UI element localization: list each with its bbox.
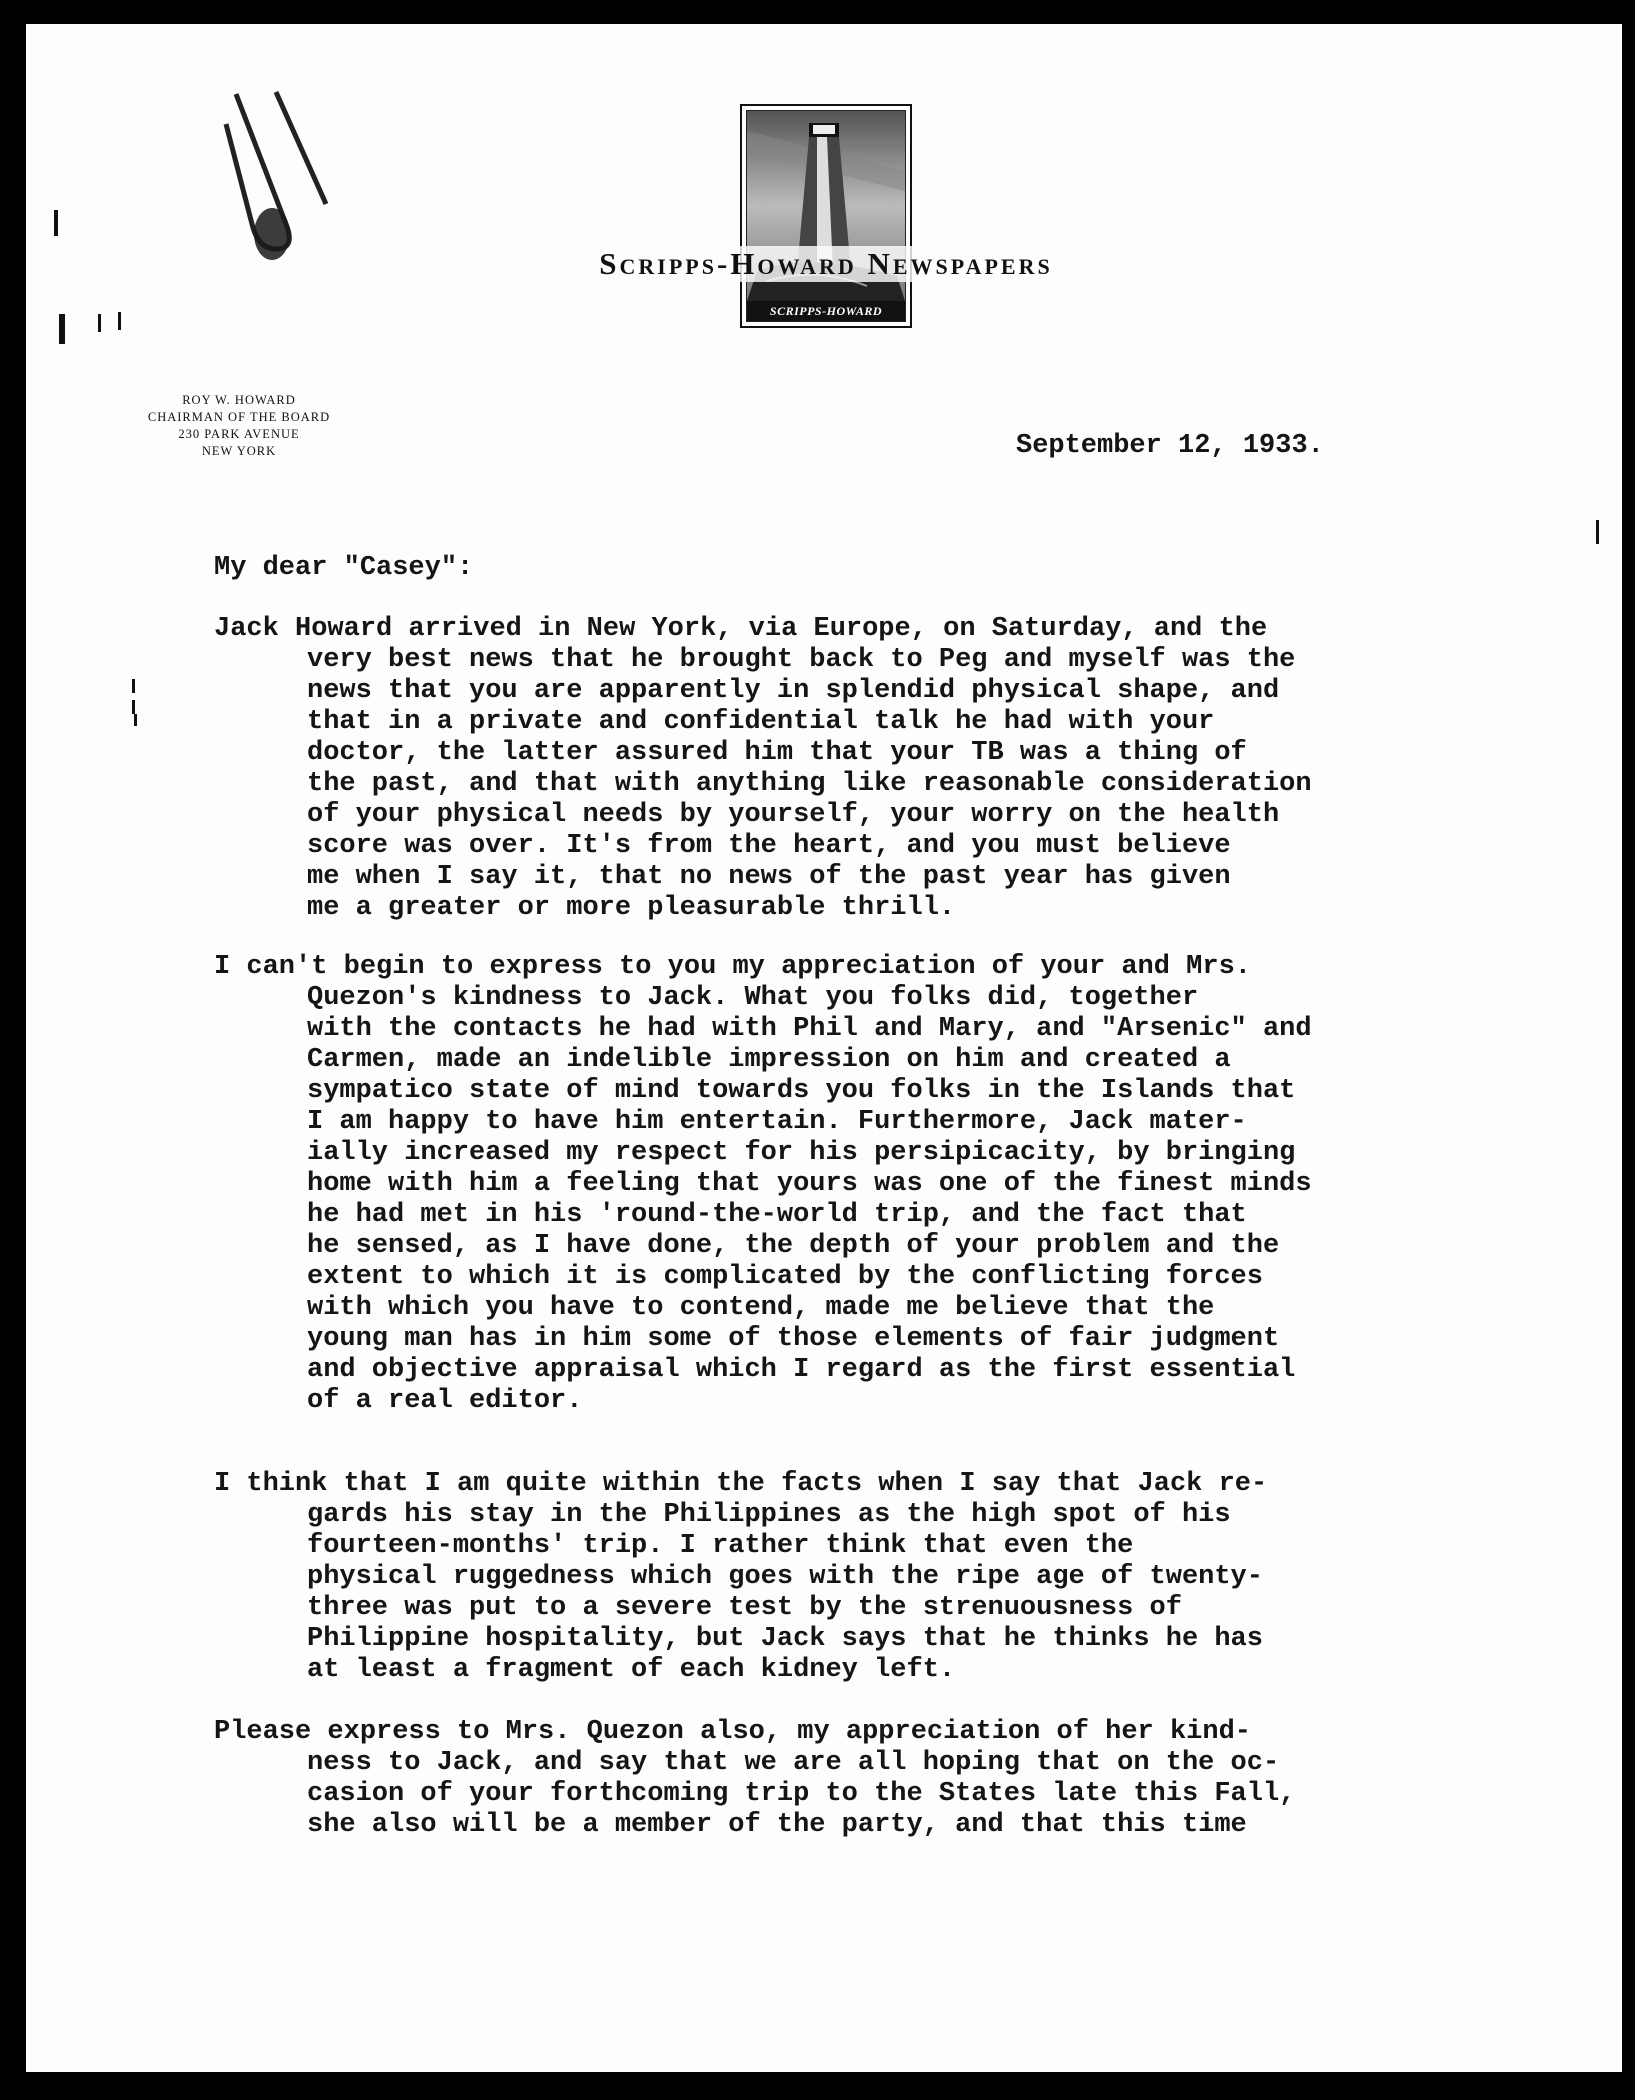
punch-mark [1596,520,1599,544]
sender-block [124,392,354,460]
letter-date: September 12, 1933. [1016,431,1324,461]
letter-page [26,24,1622,2072]
body-paragraph: Please express to Mrs. Quezon also, my appreciation of her kind- ness to Jack, and say that we are all hoping that on the oc- casion of your forthcoming trip to the States late this Fall, she also will be a member of the party, and that this time [214,1717,1296,1840]
body-paragraph: I can't begin to express to you my appreciation of your and Mrs. Quezon's kindness to Jack. What you folks did, together with the contacts he had with Phil and Mary, and "Arsenic" and Carmen, made an indelible impression on him and created a sympatico state of mind towards you folks in the Islands that I am happy to have him entertain. Furthermore, Jack mater- ially increased my respect for his persipicacity, by bringing home with him a feeling that yours was one of the finest minds he had met in his 'round-the-world trip, and the fact that he sensed, as I have done, the depth of your problem and the extent to which it is complicated by the conflicting forces with which you have to contend, made me believe that the young man has in him some of those elements of fair judgment and objective appraisal which I regard as the first essential of a real editor. [214,952,1312,1416]
salutation: My dear "Casey": [214,553,474,583]
body-paragraph: Jack Howard arrived in New York, via Europe, on Saturday, and the very best news that he brought back to Peg and myself was the news that you are apparently in splendid physical shape, and that in a private and confidential talk he had with your doctor, the latter assured him that your TB was a thing of the past, and that with anything like reasonable consideration of your physical needs by yourself, your worry on the health score was over. It's from the heart, and you must believe me when I say it, that no news of the past year has given me a greater or more pleasurable thrill. [214,614,1312,923]
logo-caption: SCRIPPS-HOWARD [747,301,905,321]
punch-mark [54,210,58,236]
punch-mark [118,312,121,330]
body-paragraph: I think that I am quite within the facts when I say that Jack re- gards his stay in the Philippines as the high spot of his fourteen-months' trip. I rather think that even the physical ruggedness which goes with the ripe age of twenty- three was put to a severe test by the strenuousness of Philippine hospitality, but Jack says that he thinks he has at least a fragment of each kidney left. [214,1469,1268,1685]
masthead-title [426,246,1226,282]
punch-mark [132,679,135,693]
lighthouse-logo [740,104,912,328]
masthead-text: Scripps-Howard Newspapers [595,246,1056,282]
punch-mark [132,700,135,714]
punch-mark [98,314,101,332]
sender-address: 230 PARK AVENUE [178,427,300,441]
sender-title: CHAIRMAN OF THE BOARD [147,410,331,424]
paper-clip-icon [216,84,366,284]
punch-mark [59,314,65,344]
sender-name: ROY W. HOWARD [182,393,296,407]
sender-city: NEW YORK [201,444,277,458]
punch-mark [134,714,137,726]
